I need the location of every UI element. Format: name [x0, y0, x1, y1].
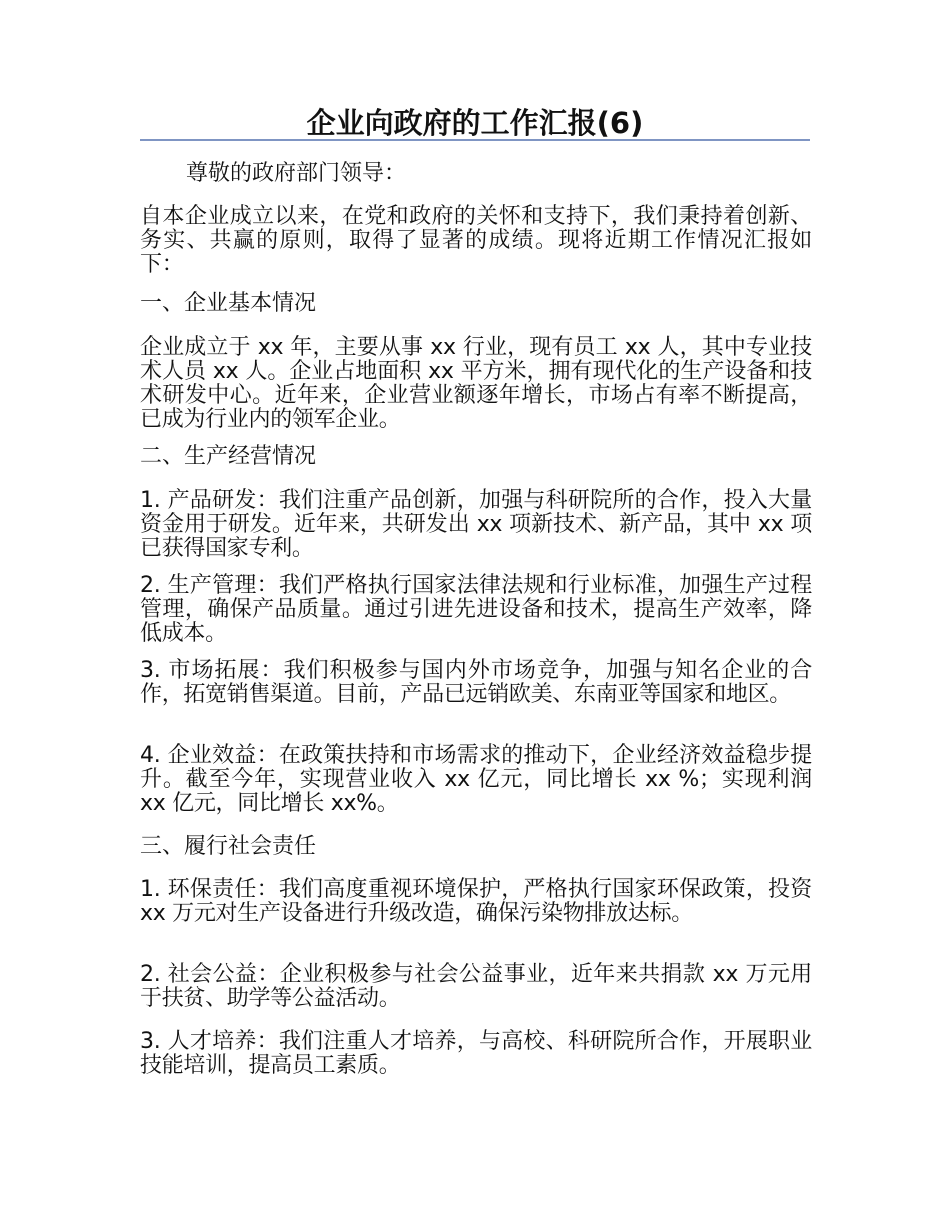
operations-item-benefits: 4. 企业效益：在政策扶持和市场需求的推动下，企业经济效益稳步提升。截至今年，实现营业收入 xx 亿元，同比增长 xx %；实现利润 xx 亿元，同比增长 xx%。 [140, 743, 812, 816]
responsibility-item-welfare: 2. 社会公益：企业积极参与社会公益事业，近年来共捐款 xx 万元用于扶贫、助学等公益活动。 [140, 962, 812, 1011]
responsibility-item-talent: 3. 人才培养：我们注重人才培养，与高校、科研院所合作，开展职业技能培训，提高员工素质。 [140, 1029, 812, 1078]
greeting: 尊敬的政府部门领导： [186, 161, 407, 186]
responsibility-item-environment: 1. 环保责任：我们高度重视环境保护，严格执行国家环保政策，投资 xx 万元对生产设备进行升级改造，确保污染物排放达标。 [140, 877, 812, 926]
operations-item-market: 3. 市场拓展：我们积极参与国内外市场竞争，加强与知名企业的合作，拓宽销售渠道。目前，产品已远销欧美、东南亚等国家和地区。 [140, 658, 812, 707]
basic-info-paragraph: 企业成立于 xx 年，主要从事 xx 行业，现有员工 xx 人，其中专业技术人员 xx 人。企业占地面积 xx 平方米，拥有现代化的生产设备和技术研发中心。近年来，企业营业额逐年增长，市场占有率不断提高，已成为行业内的领军企业。 [140, 335, 812, 432]
section-heading-basic-info: 一、企业基本情况 [140, 291, 317, 316]
section-heading-operations: 二、生产经营情况 [140, 444, 317, 469]
title-underline [140, 139, 810, 141]
operations-item-production: 2. 生产管理：我们严格执行国家法律法规和行业标准，加强生产过程管理，确保产品质量。通过引进先进设备和技术，提高生产效率，降低成本。 [140, 573, 812, 646]
operations-item-rd: 1. 产品研发：我们注重产品创新，加强与科研院所的合作，投入大量资金用于研发。近年来，共研发出 xx 项新技术、新产品，其中 xx 项已获得国家专利。 [140, 488, 812, 561]
intro-paragraph: 自本企业成立以来，在党和政府的关怀和支持下，我们秉持着创新、务实、共赢的原则，取得了显著的成绩。现将近期工作情况汇报如下： [140, 204, 812, 277]
document-title: 企业向政府的工作汇报(6) [306, 106, 644, 140]
section-heading-social-responsibility: 三、履行社会责任 [140, 834, 317, 859]
